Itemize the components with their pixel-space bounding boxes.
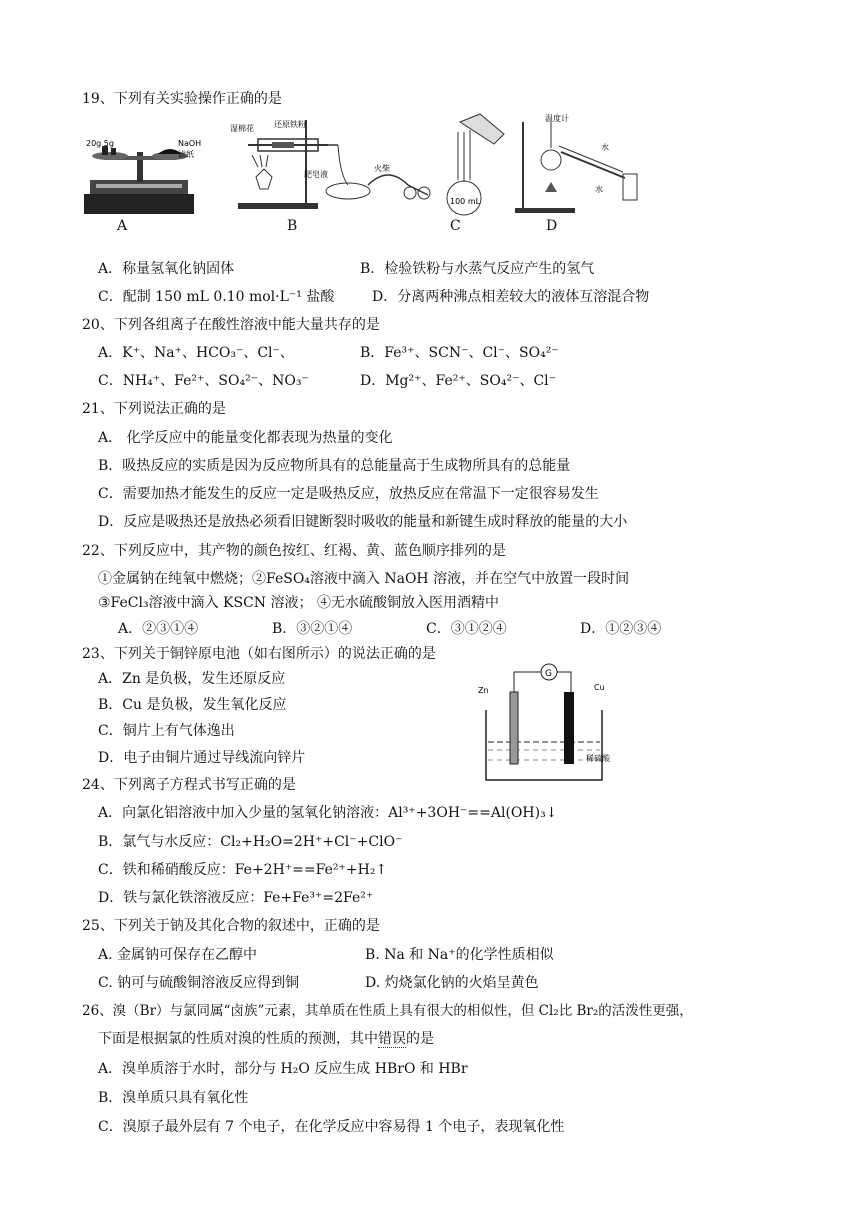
q19-option-c: C．配制 150 mL 0.10 mol·L⁻¹ 盐酸 bbox=[98, 289, 335, 305]
galvanic-cell-figure bbox=[474, 662, 624, 784]
q25-option-c: C. 钠可与硫酸铜溶液反应得到铜 bbox=[98, 975, 300, 991]
balance-figure bbox=[82, 132, 202, 218]
q19-option-a: A．称量氢氧化钠固体 bbox=[98, 261, 235, 277]
fig-label-a: A bbox=[117, 218, 128, 234]
acid-text: 稀硫酸 bbox=[586, 754, 610, 763]
q25-option-b: B. Na 和 Na⁺的化学性质相似 bbox=[365, 947, 554, 963]
a-paper-text: 滤纸 bbox=[178, 150, 194, 159]
q22-option-a: A．②③①④ bbox=[118, 621, 199, 637]
meter-text: G bbox=[545, 669, 552, 679]
q19-option-d: D．分离两种沸点相差较大的液体互溶混合物 bbox=[372, 289, 650, 305]
q21-option-d: D．反应是吸热还是放热必须看旧键断裂时吸收的能量和新键生成时释放的能量的大小 bbox=[98, 514, 628, 530]
q23-option-d: D．电子由铜片通过导线流向锌片 bbox=[98, 750, 306, 766]
b-cotton-text: 湿棉花 bbox=[230, 124, 254, 133]
q21-option-b: B．吸热反应的实质是因为反应物所具有的总能量高于生成物所具有的总能量 bbox=[98, 458, 571, 474]
q24-title: 24、下列离子方程式书写正确的是 bbox=[82, 777, 296, 793]
q26-title2-pre: 下面是根据氯的性质对溴的性质的预测，其中 bbox=[98, 1031, 378, 1047]
q20-option-d: D．Mg²⁺、Fe²⁺、SO₄²⁻、Cl⁻ bbox=[360, 373, 557, 389]
iron-steam-figure bbox=[228, 115, 438, 215]
q20-option-a: A．K⁺、Na⁺、HCO₃⁻、Cl⁻、 bbox=[98, 345, 294, 361]
d-water-out-text: 水 bbox=[595, 185, 603, 194]
q20-title: 20、下列各组离子在酸性溶液中能大量共存的是 bbox=[82, 317, 380, 333]
q20-option-c: C．NH₄⁺、Fe²⁺、SO₄²⁻、NO₃⁻ bbox=[98, 373, 309, 389]
q26-title2-em: 错误 bbox=[378, 1031, 406, 1047]
q24-option-b: B．氯气与水反应：Cl₂+H₂O=2H⁺+Cl⁻+ClO⁻ bbox=[98, 834, 403, 850]
q23-title: 23、下列关于铜锌原电池（如右图所示）的说法正确的是 bbox=[82, 646, 436, 662]
q22-title: 22、下列反应中，其产物的颜色按红、红褐、黄、蓝色顺序排列的是 bbox=[82, 543, 506, 559]
c-flask-text: 100 mL bbox=[450, 197, 481, 206]
q22-option-b: B．③②①④ bbox=[272, 621, 353, 637]
q22-option-d: D．①②③④ bbox=[580, 621, 662, 637]
d-water-in-text: 水 bbox=[601, 143, 609, 152]
q21-title: 21、下列说法正确的是 bbox=[82, 401, 226, 417]
b-soap-text: 肥皂液 bbox=[304, 170, 328, 179]
q25-title: 25、下列关于钠及其化合物的叙述中，正确的是 bbox=[82, 918, 380, 934]
q21-option-c: C．需要加热才能发生的反应一定是吸热反应，放热反应在常温下一定很容易发生 bbox=[98, 486, 599, 502]
q19-option-b: B．检验铁粉与水蒸气反应产生的氢气 bbox=[360, 261, 595, 277]
q23-option-a: A．Zn 是负极，发生还原反应 bbox=[98, 671, 286, 687]
a-weights-text: 20g 5g bbox=[86, 139, 114, 148]
q22-option-c: C．③①②④ bbox=[426, 621, 507, 637]
q24-option-a: A．向氯化铝溶液中加入少量的氢氧化钠溶液：Al³⁺+3OH⁻==Al(OH)₃↓ bbox=[98, 805, 558, 821]
q26-option-a: A．溴单质溶于水时，部分与 H₂O 反应生成 HBrO 和 HBr bbox=[98, 1061, 468, 1077]
flask-figure bbox=[430, 112, 510, 217]
q26-title: 26、溴（Br）与氯同属“卤族”元素，其单质在性质上具有很大的相似性，但 Cl₂比 Br₂的活泼性更强， bbox=[82, 1003, 693, 1019]
q22-line2: ③FeCl₃溶液中滴入 KSCN 溶液； ④无水硫酸铜放入医用酒精中 bbox=[98, 595, 499, 611]
q25-option-d: D. 灼烧氯化钠的火焰呈黄色 bbox=[365, 975, 539, 991]
q21-option-a: A． 化学反应中的能量变化都表现为热量的变化 bbox=[98, 430, 393, 446]
b-fire-text: 火柴 bbox=[374, 164, 390, 173]
b-iron-text: 还原铁粉 bbox=[274, 120, 306, 129]
q19-title: 19、下列有关实验操作正确的是 bbox=[82, 91, 282, 107]
q26-option-b: B．溴单质只具有氧化性 bbox=[98, 1090, 249, 1106]
q25-option-a: A. 金属钠可保存在乙醇中 bbox=[98, 947, 258, 963]
q22-line1: ①金属钠在纯氧中燃烧；②FeSO₄溶液中滴入 NaOH 溶液，并在空气中放置一段时间 bbox=[98, 571, 630, 587]
q26-title2-post: 的是 bbox=[406, 1031, 434, 1047]
zn-text: Zn bbox=[478, 686, 489, 695]
a-naoh-text: NaOH bbox=[178, 139, 202, 148]
q26-title-line2 bbox=[98, 1030, 434, 1048]
q23-option-b: B．Cu 是负极，发生氧化反应 bbox=[98, 697, 287, 713]
cu-text: Cu bbox=[594, 683, 605, 692]
q24-option-d: D．铁与氯化铁溶液反应：Fe+Fe³⁺=2Fe²⁺ bbox=[98, 890, 374, 906]
distillation-figure bbox=[515, 112, 645, 217]
q24-option-c: C．铁和稀硝酸反应：Fe+2H⁺==Fe²⁺+H₂↑ bbox=[98, 862, 388, 878]
d-thermo-text: 温度计 bbox=[545, 114, 569, 123]
fig-label-b: B bbox=[287, 218, 298, 234]
q20-option-b: B．Fe³⁺、SCN⁻、Cl⁻、SO₄²⁻ bbox=[360, 345, 559, 361]
q23-option-c: C．铜片上有气体逸出 bbox=[98, 723, 235, 739]
q26-option-c: C．溴原子最外层有 7 个电子，在化学反应中容易得 1 个电子，表现氧化性 bbox=[98, 1119, 565, 1135]
fig-label-c: C bbox=[450, 218, 461, 234]
fig-label-d: D bbox=[546, 218, 558, 234]
